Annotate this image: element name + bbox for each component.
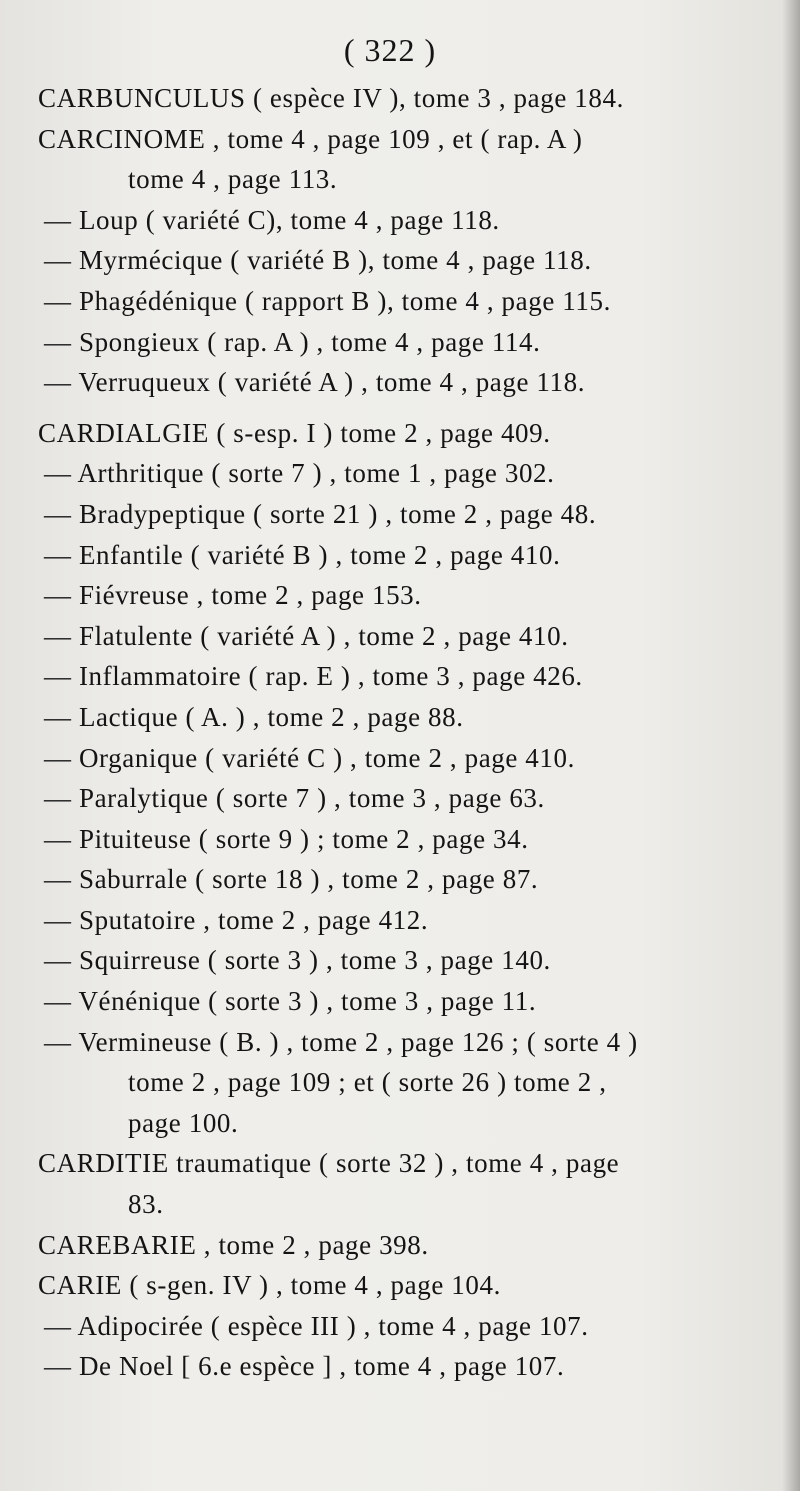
page-number: ( 322 ) [343,32,437,68]
index-entry: CARDITIE traumatique ( sorte 32 ) , tome 4 , page [38,1148,620,1179]
index-subentry: — Pituiteuse ( sorte 9 ) ; tome 2 , page 34. [44,823,529,854]
index-subentry: — Organique ( variété C ) , tome 2 , page 410. [44,742,575,773]
index-subentry: — Vénénique ( sorte 3 ) , tome 3 , page 11. [44,986,537,1017]
index-subentry: — Lactique ( A. ) , tome 2 , page 88. [44,701,464,732]
index-subentry: — Enfantile ( variété B ) , tome 2 , page 410. [44,539,561,570]
index-subentry: — Myrmécique ( variété B ), tome 4 , page 118. [44,245,592,276]
index-subentry: — Vermineuse ( B. ) , tome 2 , page 126 ; ( sorte 4 ) [44,1026,638,1057]
index-subentry: — Sputatoire , tome 2 , page 412. [44,904,429,935]
index-subentry: — Verruqueux ( variété A ) , tome 4 , page 118. [44,367,586,398]
index-subentry: — Inflammatoire ( rap. E ) , tome 3 , page 426. [44,661,583,692]
index-entry-continuation: tome 2 , page 109 ; et ( sorte 26 ) tome 2 , [128,1067,607,1098]
index-subentry: — Arthritique ( sorte 7 ) , tome 1 , page 302. [44,458,555,489]
index-subentry: — Loup ( variété C), tome 4 , page 118. [44,204,500,235]
index-subentry: — Phagédénique ( rapport B ), tome 4 , page 115. [44,285,611,316]
index-entry: CARDIALGIE ( s-esp. I ) tome 2 , page 409. [38,417,551,448]
index-entry: CARBUNCULUS ( espèce IV ), tome 3 , page 184. [38,83,624,113]
index-subentry: — Squirreuse ( sorte 3 ) , tome 3 , page 140. [44,945,551,976]
index-subentry: — Paralytique ( sorte 7 ) , tome 3 , page 63. [44,783,545,814]
index-entry: CARIE ( s-gen. IV ) , tome 4 , page 104. [38,1270,501,1301]
index-entry: CARCINOME , tome 4 , page 109 , et ( rap. A ) [38,123,583,154]
page-gutter-shadow [782,0,800,1491]
index-entry-continuation: page 100. [128,1107,239,1138]
index-subentry: — Saburrale ( sorte 18 ) , tome 2 , page 87. [44,864,539,895]
index-subentry: — Flatulente ( variété A ) , tome 2 , page 410. [44,620,569,651]
index-subentry: — De Noel [ 6.e espèce ] , tome 4 , page 107. [44,1351,565,1382]
index-subentry: — Adipocirée ( espèce III ) , tome 4 , page 107. [44,1310,589,1341]
index-entry-continuation: tome 4 , page 113. [128,164,338,195]
index-entries [38,78,773,1387]
index-subentry: — Spongieux ( rap. A ) , tome 4 , page 114. [44,326,541,357]
index-entry: CAREBARIE , tome 2 , page 398. [38,1229,429,1260]
index-subentry: — Bradypeptique ( sorte 21 ) , tome 2 , page 48. [44,498,597,529]
index-entry-continuation: 83. [128,1189,164,1220]
index-subentry: — Fiévreuse , tome 2 , page 153. [44,580,422,611]
